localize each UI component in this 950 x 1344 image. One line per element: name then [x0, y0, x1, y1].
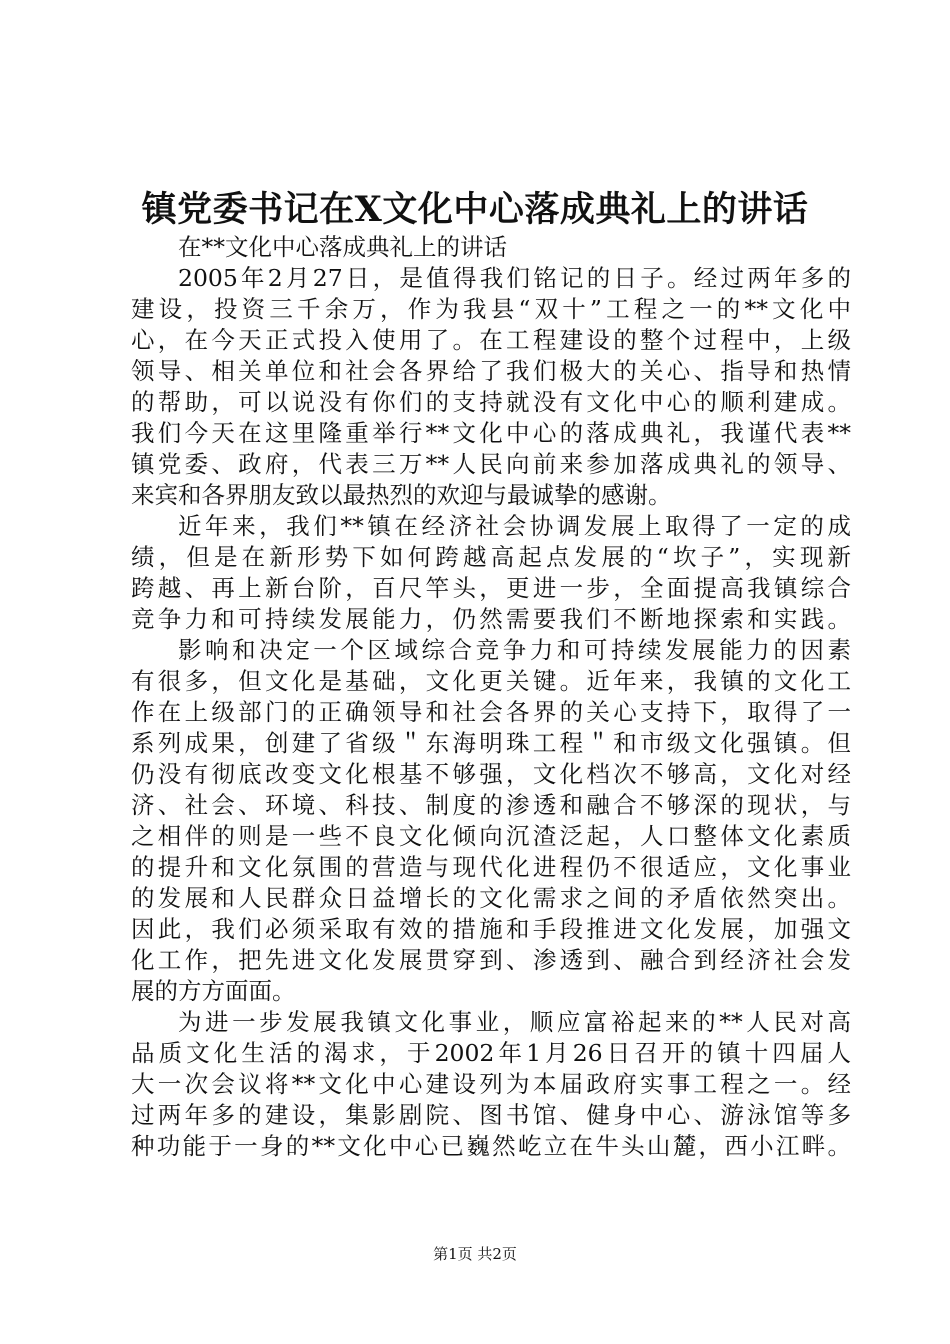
paragraph-line: 济、社会、环境、科技、制度的渗透和融合不够深的现状，与 — [131, 791, 851, 819]
paragraph-line: 镇党委、政府，代表三万**人民向前来参加落成典礼的领导、 — [131, 450, 851, 478]
paragraph-line: 系列成果，创建了省级＂东海明珠工程＂和市级文化强镇。但 — [131, 729, 851, 757]
paragraph-line: 为进一步发展我镇文化事业，顺应富裕起来的**人民对高 — [178, 1008, 851, 1036]
paragraph-line: 因此，我们必须采取有效的措施和手段推进文化发展，加强文 — [131, 915, 851, 943]
paragraph-line: 影响和决定一个区域综合竞争力和可持续发展能力的因素 — [178, 636, 851, 664]
paragraph-line: 作在上级部门的正确领导和社会各界的关心支持下，取得了一 — [131, 698, 851, 726]
paragraph-line: 种功能于一身的**文化中心已巍然屹立在牛头山麓，西小江畔。 — [131, 1132, 851, 1160]
paragraph-line: 大一次会议将**文化中心建设列为本届政府实事工程之一。经 — [131, 1070, 851, 1098]
page-footer: 第1页 共2页 — [433, 1245, 517, 1263]
paragraph-line: 之相伴的则是一些不良文化倾向沉渣泛起，人口整体文化素质 — [131, 822, 851, 850]
paragraph-line: 来宾和各界朋友致以最热烈的欢迎与最诚挚的感谢。 — [131, 481, 672, 509]
paragraph-line: 我们今天在这里隆重举行**文化中心的落成典礼，我谨代表** — [131, 419, 851, 447]
paragraph-line: 跨越、再上新台阶，百尺竿头，更进一步，全面提高我镇综合 — [131, 574, 851, 602]
paragraph-line: 的帮助，可以说没有你们的支持就没有文化中心的顺利建成。 — [131, 388, 851, 416]
paragraph-line: 仍没有彻底改变文化根基不够强，文化档次不够高，文化对经 — [131, 760, 851, 788]
paragraph-line: 绩，但是在新形势下如何跨越高起点发展的“坎子”，实现新 — [131, 543, 851, 571]
paragraph-line: 建设，投资三千余万，作为我县“双十”工程之一的**文化中 — [131, 295, 851, 323]
paragraph-line: 心，在今天正式投入使用了。在工程建设的整个过程中，上级 — [131, 326, 851, 354]
paragraph-line: 竞争力和可持续发展能力，仍然需要我们不断地探索和实践。 — [131, 605, 851, 633]
paragraph-line: 2005年2月27日，是值得我们铭记的日子。经过两年多的 — [178, 264, 851, 292]
paragraph-line: 有很多，但文化是基础，文化更关键。近年来，我镇的文化工 — [131, 667, 851, 695]
subtitle-line: 在**文化中心落成典礼上的讲话 — [178, 233, 507, 261]
paragraph-line: 过两年多的建设，集影剧院、图书馆、健身中心、游泳馆等多 — [131, 1101, 851, 1129]
paragraph-line: 领导、相关单位和社会各界给了我们极大的关心、指导和热情 — [131, 357, 851, 385]
paragraph-line: 的发展和人民群众日益增长的文化需求之间的矛盾依然突出。 — [131, 884, 851, 912]
paragraph-line: 的提升和文化氛围的营造与现代化进程仍不很适应，文化事业 — [131, 853, 851, 881]
document-title: 镇党委书记在X文化中心落成典礼上的讲话 — [141, 189, 809, 230]
paragraph-line: 化工作，把先进文化发展贯穿到、渗透到、融合到经济社会发 — [131, 946, 851, 974]
paragraph-line: 品质文化生活的渴求，于2002年1月26日召开的镇十四届人 — [131, 1039, 851, 1067]
paragraph-line: 展的方方面面。 — [131, 977, 296, 1005]
document-body — [131, 232, 851, 1162]
paragraph-line: 近年来，我们**镇在经济社会协调发展上取得了一定的成 — [178, 512, 851, 540]
